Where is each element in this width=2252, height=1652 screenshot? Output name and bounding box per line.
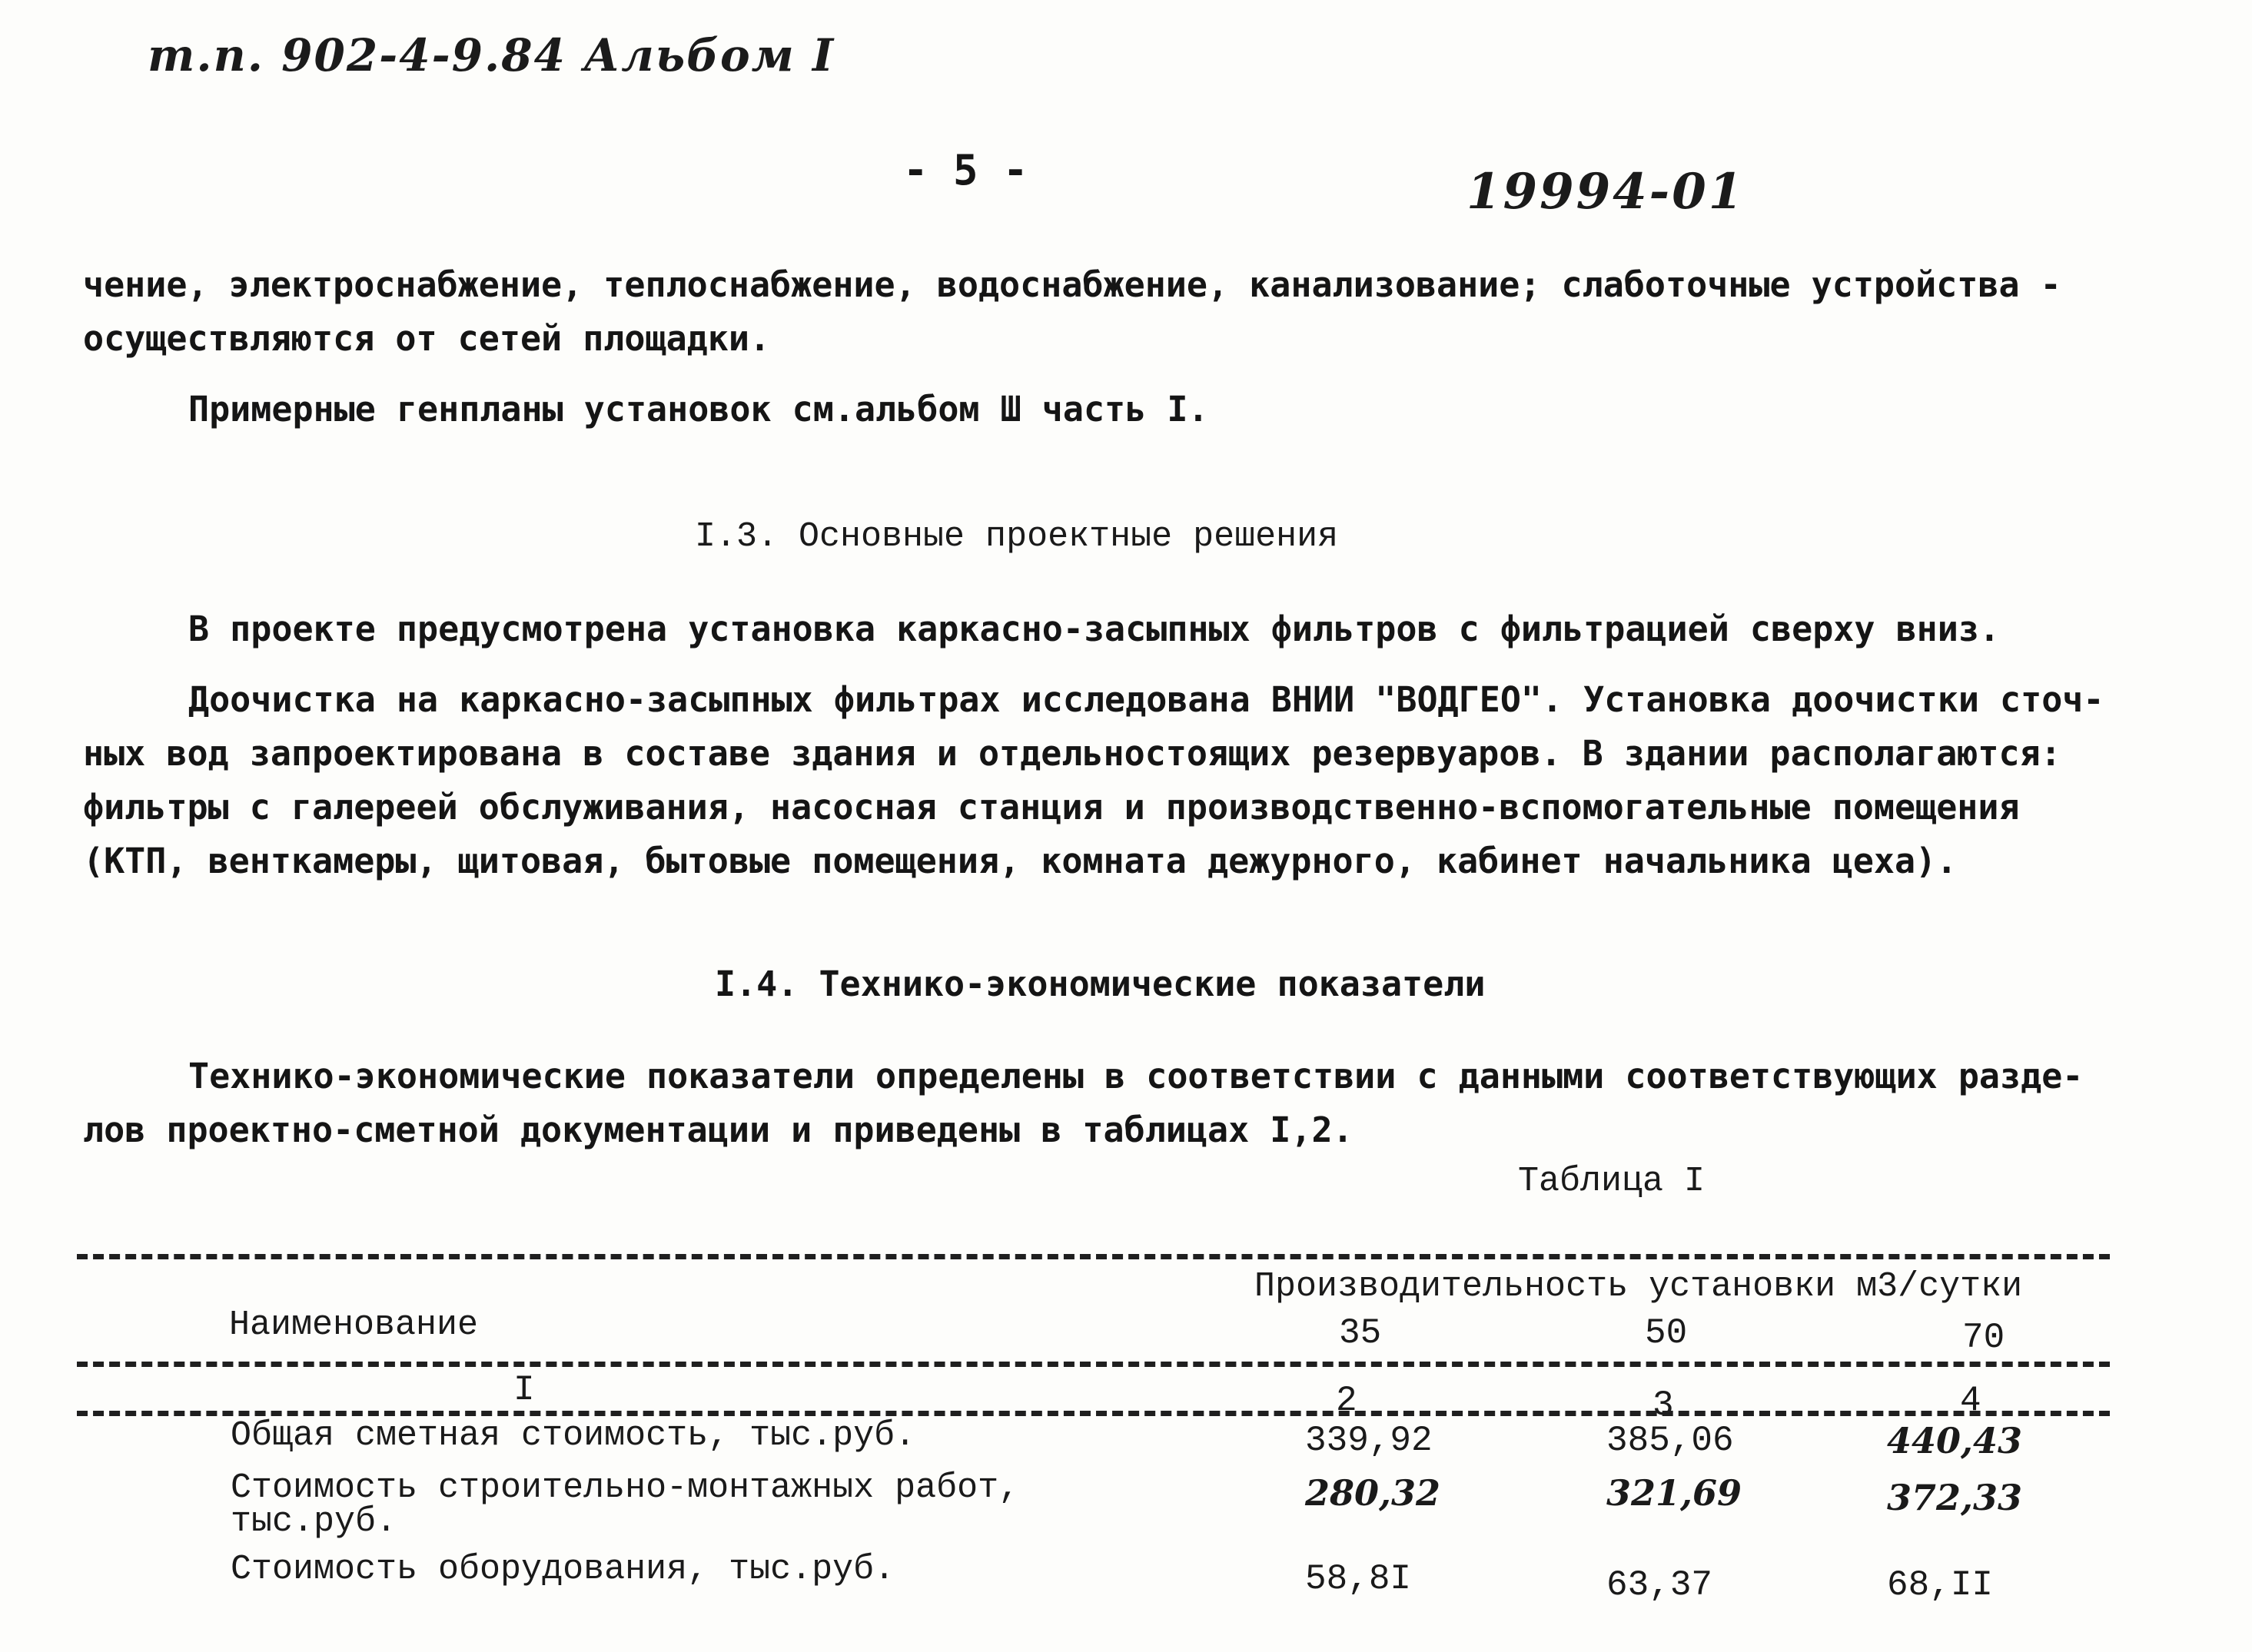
paragraph-1-line-2: осуществляются от сетей площадки.: [83, 318, 771, 359]
paragraph-5-line-2: лов проектно-сметной документации и приведены в таблицах I,2.: [83, 1110, 1354, 1150]
row-2-name-continued: тыс.руб.: [231, 1502, 397, 1541]
row-3-name: Стоимость оборудования, тыс.руб.: [231, 1550, 895, 1589]
row-2-value-35: 280,32: [1305, 1472, 1441, 1514]
capacity-70: 70: [1962, 1318, 2005, 1358]
paragraph-1-line-1: чение, электроснабжение, теплоснабжение, водоснабжение, канализование; слаботочные устройства -: [83, 264, 2061, 305]
table-header-name: Наименование: [229, 1305, 479, 1345]
page-number: - 5 -: [903, 146, 1028, 194]
column-number-3: 3: [1652, 1385, 1674, 1425]
paragraph-4-line-1: Доочистка на каркасно-засыпных фильтрах исследована ВНИИ "ВОДГЕО". Установка доочистки сточ-: [188, 679, 2104, 720]
section-heading-1-3: I.3. Основные проектные решения: [695, 517, 1339, 556]
document-number: 19994-01: [1466, 163, 1745, 221]
table-header-rule: [77, 1362, 2110, 1367]
table-numbers-rule: [77, 1411, 2110, 1416]
section-heading-1-4: I.4. Технико-экономические показатели: [715, 964, 1486, 1004]
column-number-4: 4: [1960, 1381, 1981, 1421]
row-3-value-50: 63,37: [1606, 1565, 1713, 1605]
row-3-value-35: 58,8I: [1305, 1559, 1412, 1599]
row-1-value-35: 339,92: [1305, 1421, 1433, 1461]
paragraph-4-line-4: (КТП, венткамеры, щитовая, бытовые помещения, комната дежурного, кабинет начальника цеха).: [83, 841, 1958, 881]
row-1-value-50: 385,06: [1606, 1421, 1734, 1461]
row-2-value-50: 321,69: [1606, 1472, 1742, 1514]
paragraph-4-line-3: фильтры с галереей обслуживания, насосная станция и производственно-вспомогательные помещения: [83, 787, 2020, 828]
album-reference: т.п. 902-4-9.84 Альбом I: [148, 29, 835, 81]
table-top-rule: [77, 1254, 2110, 1259]
column-number-2: 2: [1336, 1381, 1357, 1421]
paragraph-5-line-1: Технико-экономические показатели определены в соответствии с данными соответствующих разде-: [188, 1056, 2084, 1096]
row-1-value-70: 440,43: [1887, 1420, 2023, 1461]
paragraph-2: Примерные генпланы установок см.альбом Ш часть I.: [188, 389, 1209, 430]
table-header-capacity: Производительность установки м3/сутки: [1254, 1267, 2023, 1306]
table-caption: Таблица I: [1518, 1162, 1706, 1201]
row-2-name: Стоимость строительно-монтажных работ,: [231, 1468, 1020, 1508]
row-3-value-70: 68,II: [1887, 1565, 1994, 1605]
column-number-1: I: [513, 1370, 535, 1410]
row-2-value-70: 372,33: [1887, 1477, 2023, 1518]
row-1-name: Общая сметная стоимость, тыс.руб.: [231, 1416, 916, 1455]
paragraph-3: В проекте предусмотрена установка каркасно-засыпных фильтров с фильтрацией сверху вниз.: [188, 609, 2001, 649]
capacity-35: 35: [1339, 1313, 1382, 1353]
capacity-50: 50: [1645, 1313, 1688, 1353]
paragraph-4-line-2: ных вод запроектирована в составе здания и отдельностоящих резервуаров. В здании располагаются:: [83, 733, 2061, 774]
